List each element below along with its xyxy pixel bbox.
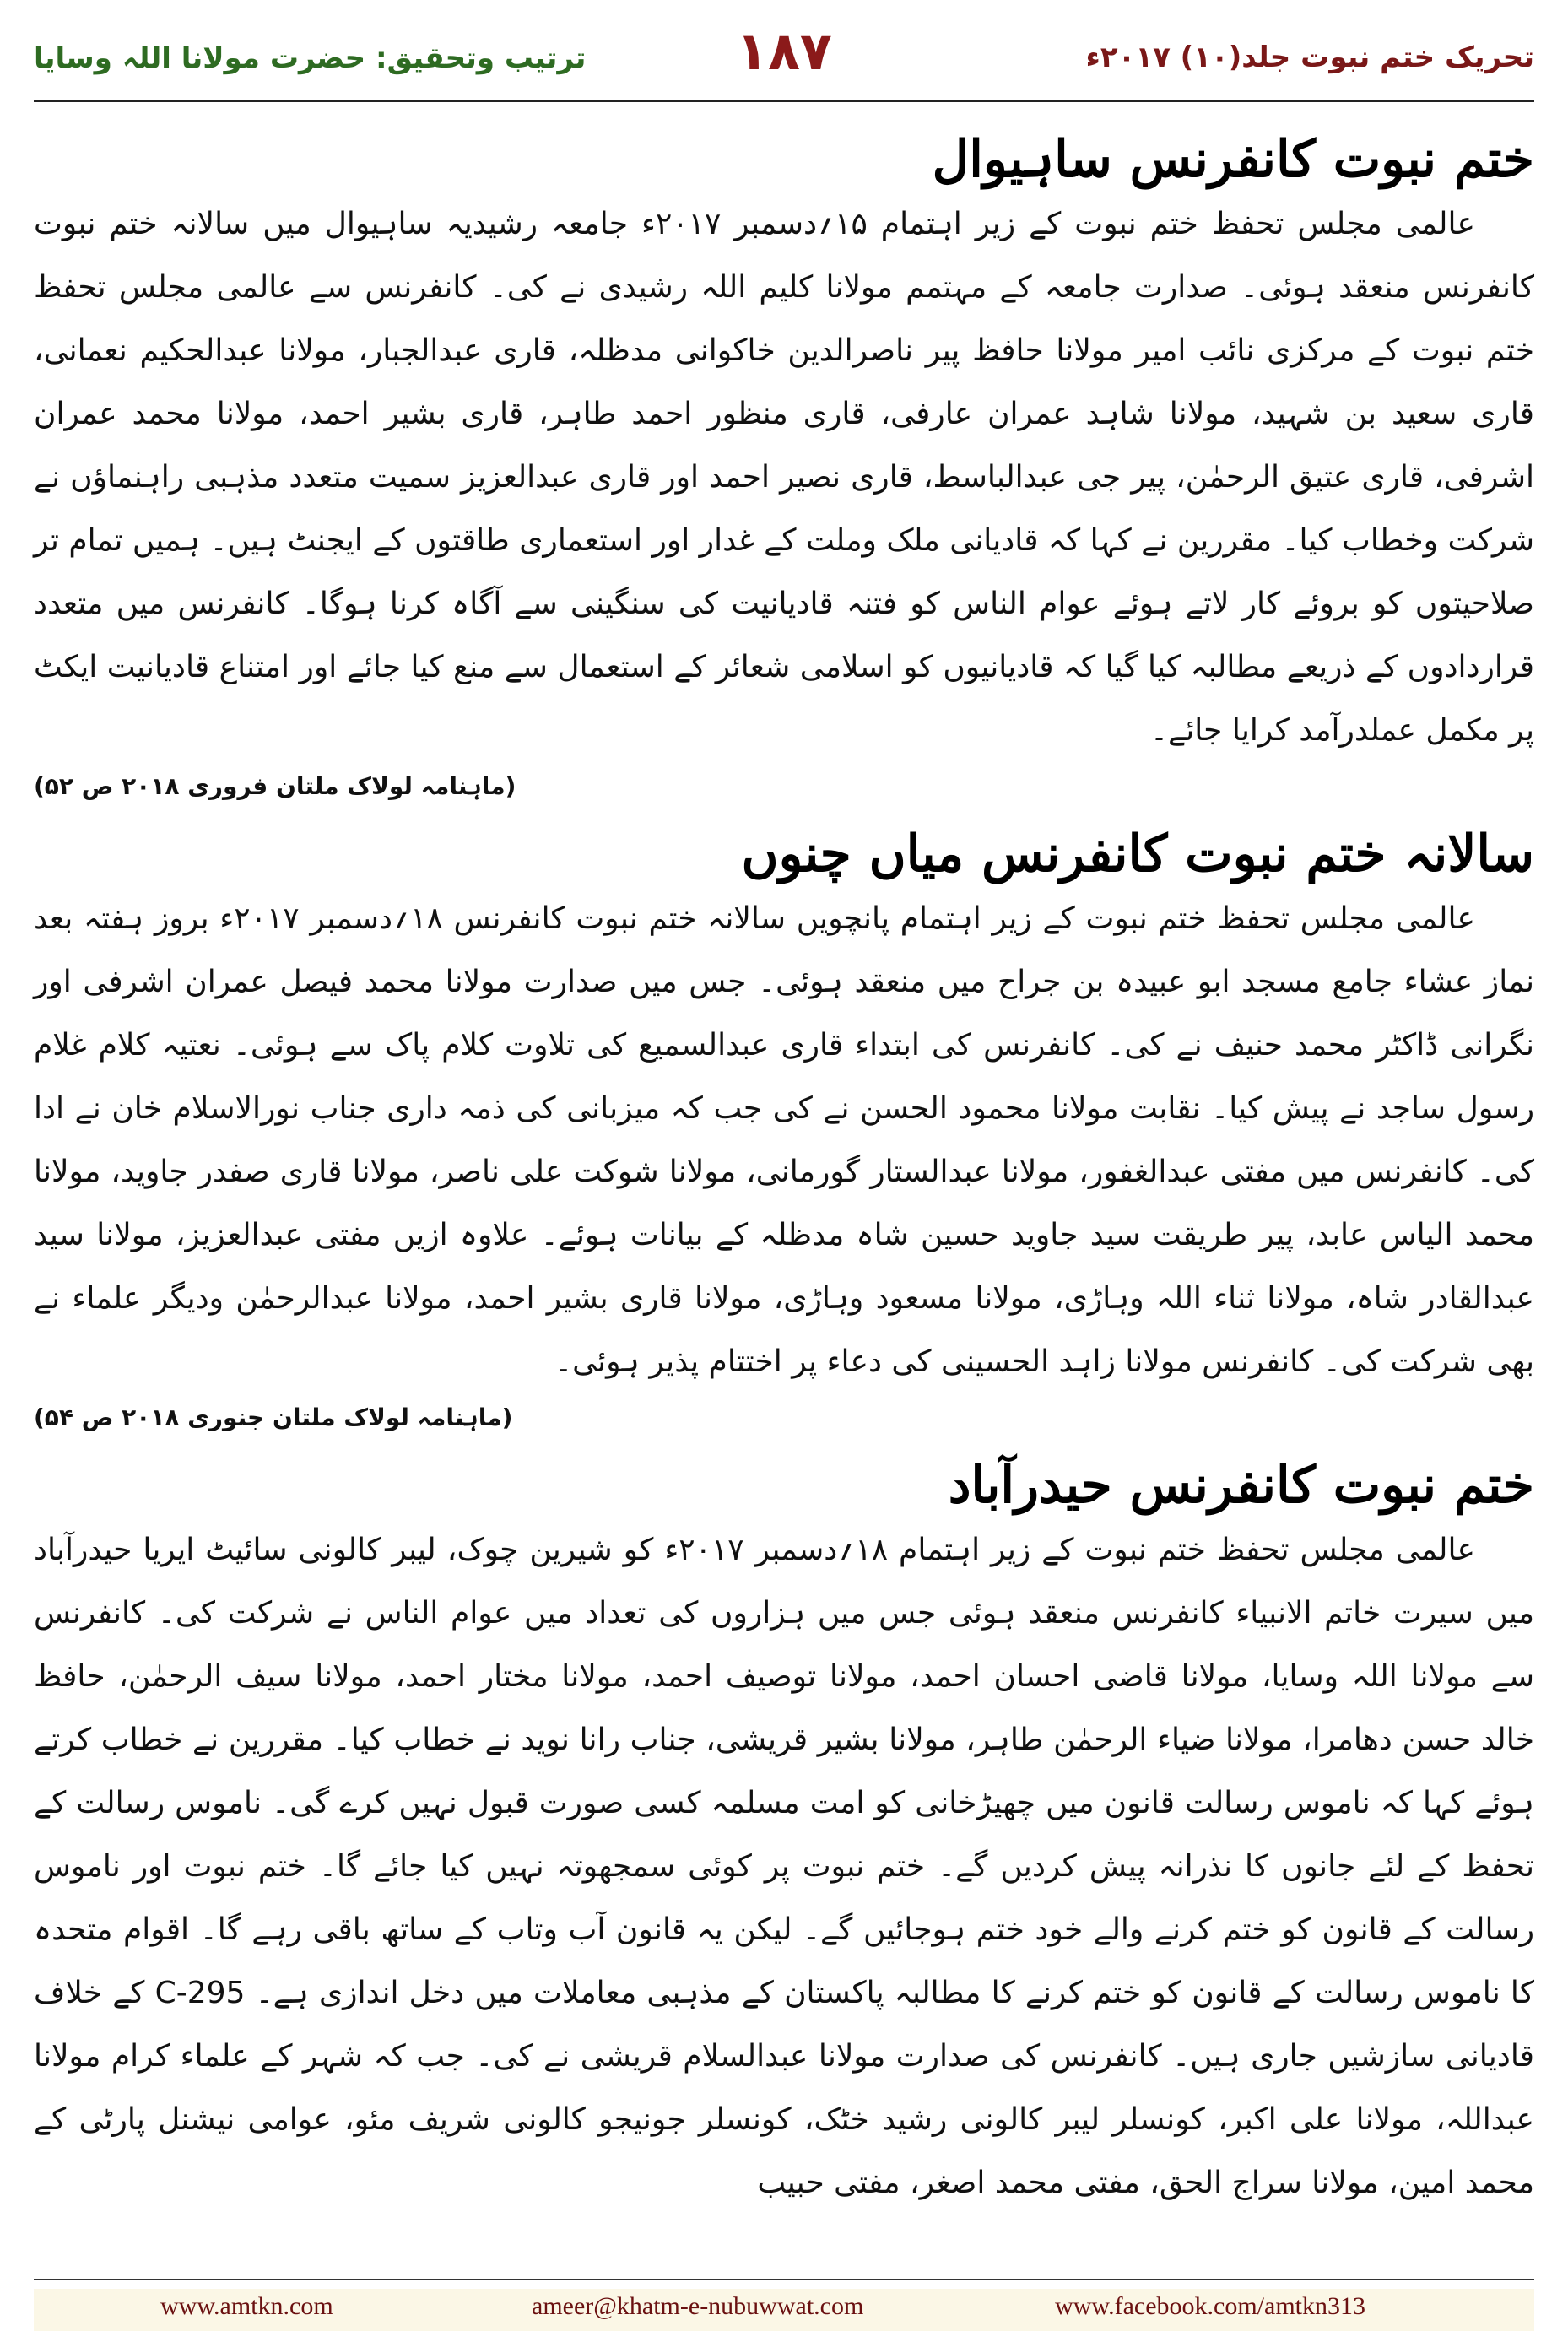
footer-divider (34, 2279, 1534, 2280)
section-paragraph: عالمی مجلس تحفظ ختم نبوت کے زیر اہتمام ۱۵؍دسمبر ۲۰۱۷ء جامعہ رشیدیہ ساہیوال میں سالانہ ختم نبوت کانفرنس منعقد ہوئی۔ صدارت جامعہ کے مہتمم مولانا کلیم اللہ رشیدی نے کی۔ کانفرنس سے عالمی مجلس تحفظ ختم نبوت کے مرکزی نائب امیر مولانا حافظ پیر ناصرالدین خاکوانی مدظلہ، قاری عبدالجبار، مولانا عبدالحکیم نعمانی، قاری سعید بن شہید، مولانا شاہد عمران عارفی، قاری منظور احمد طاہر، قاری بشیر احمد، مولانا محمد عمران اشرفی، قاری عتیق الرحمٰن، پیر جی عبدالباسط، قاری نصیر احمد اور قاری عبدالعزیز سمیت متعدد مذہبی راہنماؤں نے شرکت وخطاب کیا۔ مقررین نے کہا کہ قادیانی ملک وملت کے غدار اور استعماری طاقتوں کے ایجنٹ ہیں۔ ہمیں تمام تر صلاحیتوں کو بروئے کار لاتے ہوئے عوام الناس کو فتنہ قادیانیت کی سنگینی سے آگاہ کرنا ہوگا۔ کانفرنس میں متعدد قراردادوں کے ذریعے مطالبہ کیا گیا کہ قادیانیوں کو اسلامی شعائر کے استعمال سے منع کیا جائے اور امتناع قادیانیت ایکٹ پر مکمل عملدرآمد کرایا جائے۔ (34, 207, 1534, 748)
section-sahiwal (34, 127, 1534, 806)
source-citation: (ماہنامہ لولاک ملتان جنوری ۲۰۱۸ ص ۵۴) (34, 1404, 513, 1431)
section-heading: ختم نبوت کانفرنس ساہیوال (932, 130, 1534, 189)
email-link[interactable]: ameer@khatm-e-nubuwwat.com (532, 2292, 864, 2320)
section-mian-channu (34, 821, 1534, 1437)
article-body (34, 127, 1534, 2215)
section-heading: ختم نبوت کانفرنس حیدرآباد (948, 1456, 1534, 1515)
section-paragraph: عالمی مجلس تحفظ ختم نبوت کے زیر اہتمام ۱۸؍دسمبر ۲۰۱۷ء کو شیرین چوک، لیبر کالونی سائیٹ ایریا حیدرآباد میں سیرت خاتم الانبیاء کانفرنس منعقد ہوئی جس میں ہزاروں کی تعداد میں عوام الناس نے شرکت کی۔ کانفرنس سے مولانا اللہ وسایا، مولانا قاضی احسان احمد، مولانا توصیف احمد، مولانا مختار احمد، مولانا سیف الرحمٰن، حافظ خالد حسن دھامرا، مولانا ضیاء الرحمٰن طاہر، مولانا بشیر قریشی، جناب رانا نوید نے خطاب کیا۔ مقررین نے خطاب کرتے ہوئے کہا کہ ناموس رسالت قانون میں چھیڑخانی کو امت مسلمہ کسی صورت قبول نہیں کرے گی۔ ناموس رسالت کے تحفظ کے لئے جانوں کا نذرانہ پیش کردیں گے۔ ختم نبوت پر کوئی سمجھوتہ نہیں کیا جائے گا۔ ختم نبوت اور ناموس رسالت کے قانون کو ختم کرنے والے خود ختم ہوجائیں گے۔ لیکن یہ قانون آب وتاب کے ساتھ باقی رہے گا۔ اقوام متحدہ کا ناموس رسالت کے قانون کو ختم کرنے کا مطالبہ پاکستان کے مذہبی معاملات میں دخل اندازی ہے۔ 295-C کے خلاف قادیانی سازشیں جاری ہیں۔ کانفرنس کی صدارت مولانا عبدالسلام قریشی نے کی۔ جب کہ شہر کے علماء کرام مولانا عبداللہ، مولانا علی اکبر، کونسلر لیبر کالونی رشید خٹک، کونسلر جونیجو کالونی شریف مئو، عوامی نیشنل پارٹی کے محمد امین، مولانا سراج الحق، مفتی محمد اصغر، مفتی حبیب (34, 1533, 1534, 2200)
series-title: تحریک ختم نبوت جلد(۱۰) ۲۰۱۷ء (1085, 41, 1534, 74)
facebook-link[interactable]: www.facebook.com/amtkn313 (1055, 2292, 1365, 2320)
website-link[interactable]: www.amtkn.com (160, 2292, 333, 2320)
section-hyderabad (34, 1452, 1534, 2215)
footer (34, 2289, 1534, 2331)
header-divider (34, 100, 1534, 102)
running-header (34, 15, 1534, 108)
section-heading: سالانہ ختم نبوت کانفرنس میاں چنوں (741, 825, 1534, 884)
source-citation: (ماہنامہ لولاک ملتان فروری ۲۰۱۸ ص ۵۲) (34, 772, 516, 800)
compiler-credit: ترتیب وتحقیق: حضرت مولانا اللہ وسایا (34, 41, 587, 75)
page-number: ۱۸۷ (736, 20, 832, 82)
section-paragraph: عالمی مجلس تحفظ ختم نبوت کے زیر اہتمام پانچویں سالانہ ختم نبوت کانفرنس ۱۸؍دسمبر ۲۰۱۷ء بروز ہفتہ بعد نماز عشاء جامع مسجد ابو عبیدہ بن جراح میں منعقد ہوئی۔ جس میں صدارت مولانا محمد فیصل عمران اشرفی اور نگرانی ڈاکٹر محمد حنیف نے کی۔ کانفرنس کی ابتداء قاری عبدالسمیع کی تلاوت کلام پاک سے ہوئی۔ نعتیہ کلام غلام رسول ساجد نے پیش کیا۔ نقابت مولانا محمود الحسن نے کی جب کہ میزبانی کی ذمہ داری جناب نورالاسلام خان نے ادا کی۔ کانفرنس میں مفتی عبدالغفور، مولانا عبدالستار گورمانی، مولانا شوکت علی ناصر، مولانا قاری صفدر جاوید، مولانا محمد الیاس عابد، پیر طریقت سید جاوید حسین شاہ مدظلہ کے بیانات ہوئے۔ علاوہ ازیں مفتی عبدالعزیز، مولانا سید عبدالقادر شاہ، مولانا ثناء اللہ وہاڑی، مولانا مسعود وہاڑی، مولانا قاری بشیر احمد، مولانا عبدالرحمٰن ودیگر علماء نے بھی شرکت کی۔ کانفرنس مولانا زاہد الحسینی کی دعاء پر اختتام پذیر ہوئی۔ (34, 901, 1534, 1379)
